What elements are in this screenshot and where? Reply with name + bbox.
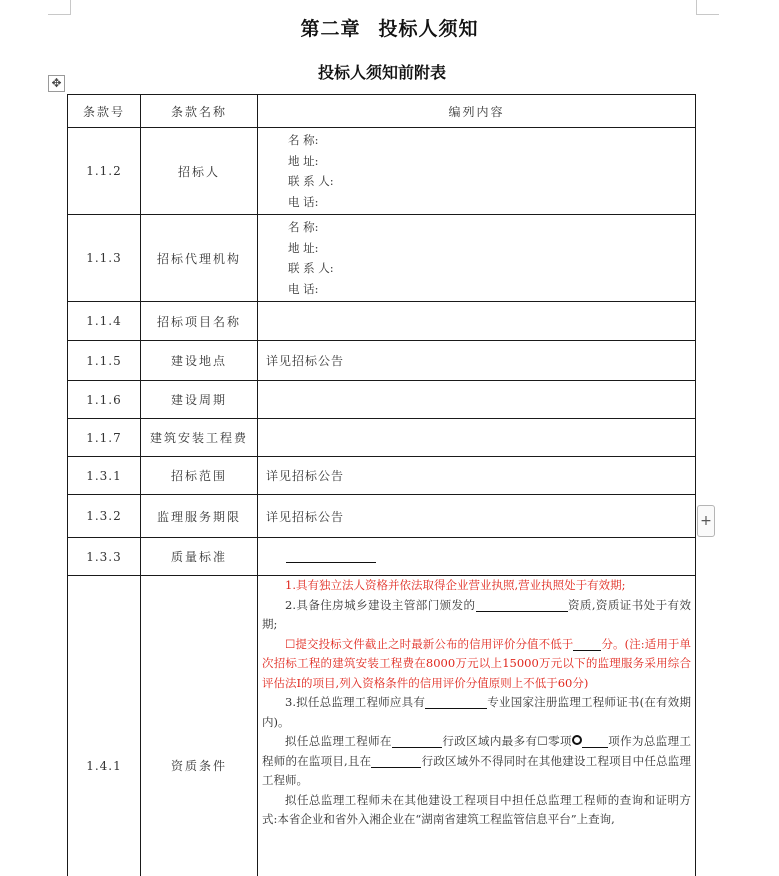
table-row — [68, 215, 696, 302]
clause-no: 1.1.5 — [68, 341, 141, 381]
contact-label: 联 系 人: — [288, 261, 334, 275]
move-icon[interactable]: ✥ — [48, 75, 65, 92]
clause-no: 1.1.7 — [68, 419, 141, 457]
clause-name: 招标人 — [141, 128, 258, 215]
page-corner-mark — [696, 0, 719, 15]
contact-label: 名 称: — [288, 133, 319, 147]
clause-content[interactable] — [258, 302, 696, 341]
page-corner-mark — [48, 0, 71, 15]
blank-field[interactable] — [582, 734, 608, 748]
clause-name: 资质条件 — [141, 576, 258, 876]
blank-field[interactable] — [476, 598, 568, 612]
clause-name: 招标项目名称 — [141, 302, 258, 341]
blank-field[interactable] — [392, 734, 442, 748]
contact-label: 名 称: — [288, 220, 319, 234]
table-row — [68, 538, 696, 576]
contact-block[interactable] — [258, 215, 696, 302]
clause-no: 1.1.3 — [68, 215, 141, 302]
clause-no: 1.1.4 — [68, 302, 141, 341]
contact-label: 地 址: — [288, 153, 319, 168]
table-row — [68, 128, 696, 215]
contact-label: 地 址: — [288, 240, 319, 255]
clause-content[interactable] — [258, 538, 696, 576]
front-matter-table — [67, 94, 696, 876]
header-content: 编列内容 — [258, 95, 696, 128]
clause-name: 建筑安装工程费 — [141, 419, 258, 457]
clause-name: 监理服务期限 — [141, 495, 258, 538]
header-clause-name: 条款名称 — [141, 95, 258, 128]
clause-content[interactable] — [258, 419, 696, 457]
table-row — [68, 419, 696, 457]
clause-name: 质量标准 — [141, 538, 258, 576]
clause-no: 1.3.1 — [68, 457, 141, 495]
clause-content[interactable] — [258, 381, 696, 419]
qualification-item-2: 2.具备住房城乡建设主管部门颁发的 资质,资质证书处于有效期; — [262, 597, 691, 631]
clause-name: 建设地点 — [141, 341, 258, 381]
table-row — [68, 341, 696, 381]
contact-label: 联 系 人: — [288, 174, 334, 188]
contact-block[interactable] — [258, 128, 696, 215]
table-header-row — [68, 95, 696, 128]
chapter-name: 投标人须知 — [378, 18, 479, 40]
contact-label: 电 话: — [288, 281, 319, 296]
chapter-number: 第二章 — [300, 18, 361, 40]
clause-content[interactable]: 详见招标公告 — [258, 457, 696, 495]
clause-no: 1.1.2 — [68, 128, 141, 215]
clause-no: 1.3.2 — [68, 495, 141, 538]
quality-blank[interactable] — [286, 550, 376, 563]
clause-no: 1.4.1 — [68, 576, 141, 876]
blank-field[interactable] — [371, 754, 421, 768]
clause-name: 招标代理机构 — [141, 215, 258, 302]
contact-label: 电 话: — [288, 194, 319, 209]
credit-score-item: ☐提交投标文件截止之时最新公布的信用评价分值不低于 分。(注:适用于单次招标工程的建筑安装工程费在8000万元以上15000万元以下的监理服务采用综合评估法Ⅰ的项目,列入资格条件的信用评价分值原则上不低于60分) — [262, 636, 691, 690]
table-row — [68, 495, 696, 538]
qualification-content[interactable] — [258, 576, 696, 876]
table-row — [68, 381, 696, 419]
clause-no: 1.1.6 — [68, 381, 141, 419]
clause-no: 1.3.3 — [68, 538, 141, 576]
radio-circle-icon[interactable] — [572, 735, 582, 745]
blank-field[interactable] — [573, 637, 601, 651]
clause-content[interactable]: 详见招标公告 — [258, 495, 696, 538]
qualification-item-3: 3.拟任总监理工程师应具有 专业国家注册监理工程师证书(在有效期内)。 — [262, 695, 691, 729]
qualification-item-query: 拟任总监理工程师未在其他建设工程项目中担任总监理工程师的查询和证明方式:本省企业和省外入湘企业在“湖南省建筑工程监管信息平台”上查询, — [262, 792, 691, 826]
clause-name: 建设周期 — [141, 381, 258, 419]
table-row — [68, 576, 696, 876]
qualification-item-1: 1.具有独立法人资格并依法取得企业营业执照,营业执照处于有效期; — [285, 578, 626, 592]
blank-field[interactable] — [425, 695, 487, 709]
table-title: 投标人须知前附表 — [317, 63, 446, 82]
table-row — [68, 302, 696, 341]
clause-name: 招标范围 — [141, 457, 258, 495]
qualification-item-3-note: 拟任总监理工程师在 行政区域内最多有☐零项 项作为总监理工程师的在监项目,且在 行政区域外不得同时在其他建设工程项目中任总监理工程师。 — [262, 734, 692, 787]
chapter-title — [0, 14, 779, 41]
plus-icon[interactable]: + — [697, 505, 715, 537]
table-row — [68, 457, 696, 495]
clause-content[interactable]: 详见招标公告 — [258, 341, 696, 381]
header-clause-no: 条款号 — [68, 95, 141, 128]
